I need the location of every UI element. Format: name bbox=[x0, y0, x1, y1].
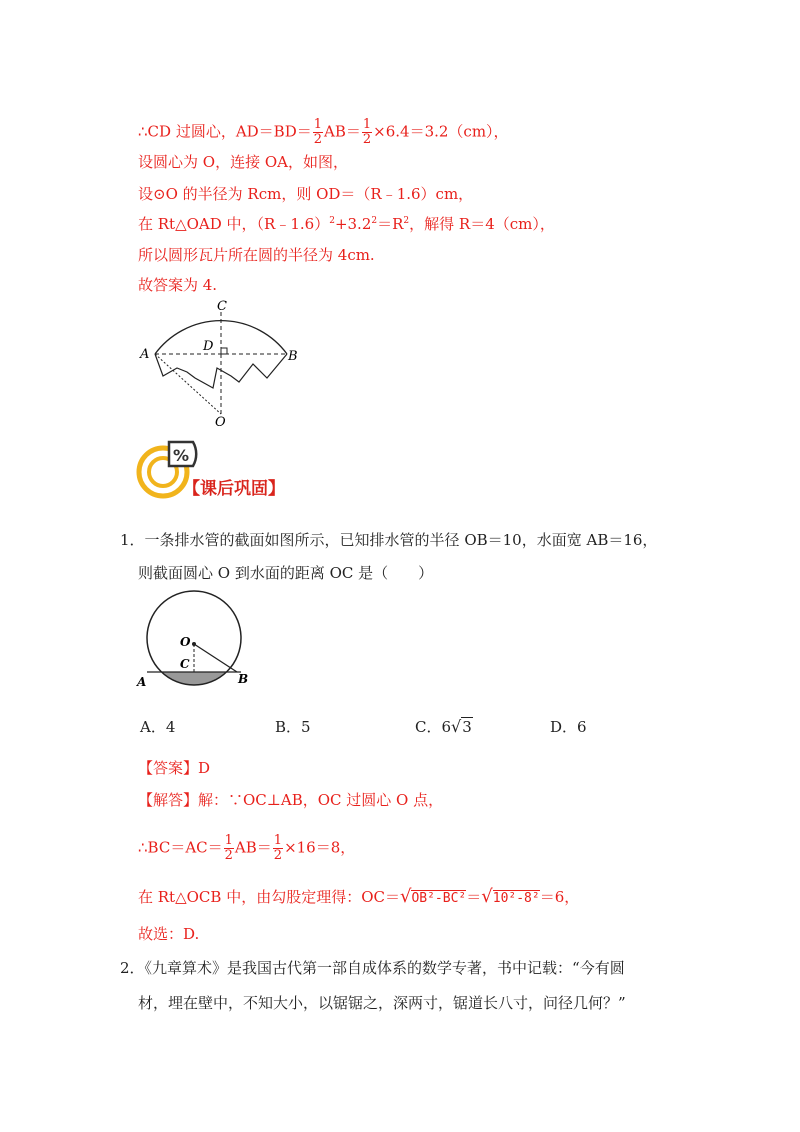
text: ×16＝8， bbox=[284, 838, 356, 857]
option-c-label: C．6 bbox=[415, 718, 452, 736]
center-point bbox=[192, 642, 196, 646]
text: +3.2 bbox=[334, 215, 372, 233]
q1-explain-2 bbox=[138, 834, 355, 863]
text: ∴CD 过圆心，AD＝BD＝ bbox=[138, 122, 312, 141]
text: AB＝ bbox=[234, 838, 272, 857]
section-banner bbox=[135, 438, 310, 504]
label-o: O bbox=[180, 635, 191, 649]
q2-line-1: 2．《九章算术》是我国古代第一部自成体系的数学专著，书中记载：“今有圆 bbox=[120, 959, 625, 977]
label-d: D bbox=[203, 339, 214, 354]
text: ＝R bbox=[377, 215, 404, 233]
q2-line-2: 材，埋在壁中，不知大小，以锯锯之，深两寸，锯道长八寸，问径几何？” bbox=[138, 994, 626, 1012]
numerator: 1 bbox=[273, 833, 283, 848]
solution-line-2: 设圆心为 O，连接 OA，如图， bbox=[138, 153, 348, 171]
superscript: 2 bbox=[371, 216, 378, 226]
fraction bbox=[313, 118, 323, 147]
label-c: C bbox=[217, 299, 227, 314]
text: ×6.4＝3.2（cm）， bbox=[373, 122, 509, 141]
radical-sign: √ bbox=[481, 886, 493, 907]
text: ∴BC＝AC＝ bbox=[138, 838, 223, 857]
solution-line-3: 设⊙O 的半径为 Rcm，则 OD＝（R﹣1.6）cm， bbox=[138, 185, 474, 203]
label-o: O bbox=[215, 415, 226, 430]
fraction bbox=[362, 118, 372, 147]
radicand-2: 10²-8² bbox=[492, 891, 540, 906]
text: ，解得 R＝4（cm）， bbox=[409, 215, 555, 233]
text: 在 Rt△OAD 中，（R﹣1.6） bbox=[138, 215, 330, 233]
q1-line-2: 则截面圆心 O 到水面的距离 OC 是（ ） bbox=[138, 564, 434, 582]
solution-line-4 bbox=[138, 214, 555, 234]
numerator: 1 bbox=[224, 833, 233, 848]
superscript: 2 bbox=[403, 216, 410, 226]
banner-title: 【课后巩固】 bbox=[183, 479, 285, 499]
option-c[interactable] bbox=[415, 717, 473, 737]
label-b: B bbox=[238, 672, 249, 686]
radicand: 3 bbox=[462, 718, 472, 736]
solution-line-1 bbox=[138, 118, 509, 147]
solution-line-5: 所以圆形瓦片所在圆的半径为 4cm. bbox=[138, 246, 375, 264]
label-b: B bbox=[288, 349, 298, 364]
text: ＝ bbox=[466, 888, 482, 906]
radicand-1: OB²-BC² bbox=[411, 891, 467, 906]
solution-line-6: 故答案为 4. bbox=[138, 276, 218, 294]
pipe-figure bbox=[135, 590, 255, 692]
q1-answer: 【答案】D bbox=[138, 759, 211, 777]
superscript: 2 bbox=[329, 216, 335, 226]
right-angle-mark bbox=[221, 348, 227, 354]
numerator: 1 bbox=[313, 117, 323, 132]
label-c: C bbox=[180, 657, 190, 671]
denominator: 2 bbox=[313, 132, 323, 147]
q1-explain-4: 故选：D. bbox=[138, 925, 200, 943]
fraction bbox=[273, 834, 283, 863]
fraction bbox=[224, 834, 234, 863]
radical-sign: √ bbox=[451, 717, 462, 736]
denominator: 2 bbox=[224, 848, 233, 863]
tile-figure bbox=[135, 298, 305, 430]
radical-sign: √ bbox=[399, 886, 412, 907]
option-a[interactable]: A．4 bbox=[140, 718, 176, 736]
text: ＝6， bbox=[539, 888, 580, 906]
q1-line-1: 1．一条排水管的截面如图所示，已知排水管的半径 OB＝10，水面宽 AB＝16， bbox=[120, 531, 658, 549]
text: AB＝ bbox=[324, 122, 361, 141]
option-b[interactable]: B．5 bbox=[275, 718, 311, 736]
label-a: A bbox=[137, 675, 147, 689]
q1-explain-3 bbox=[138, 887, 579, 909]
label-a: A bbox=[140, 347, 150, 362]
text: 在 Rt△OCB 中，由勾股定理得：OC＝ bbox=[138, 888, 400, 906]
denominator: 2 bbox=[273, 848, 283, 863]
option-d[interactable]: D．6 bbox=[550, 718, 587, 736]
denominator: 2 bbox=[362, 132, 372, 147]
q1-explain-1: 【解答】解：∵OC⊥AB，OC 过圆心 O 点， bbox=[138, 791, 444, 809]
percent-sign: % bbox=[173, 446, 190, 465]
line-ob bbox=[194, 644, 237, 672]
line-oa bbox=[155, 354, 221, 414]
water bbox=[135, 672, 255, 692]
numerator: 1 bbox=[362, 117, 372, 132]
